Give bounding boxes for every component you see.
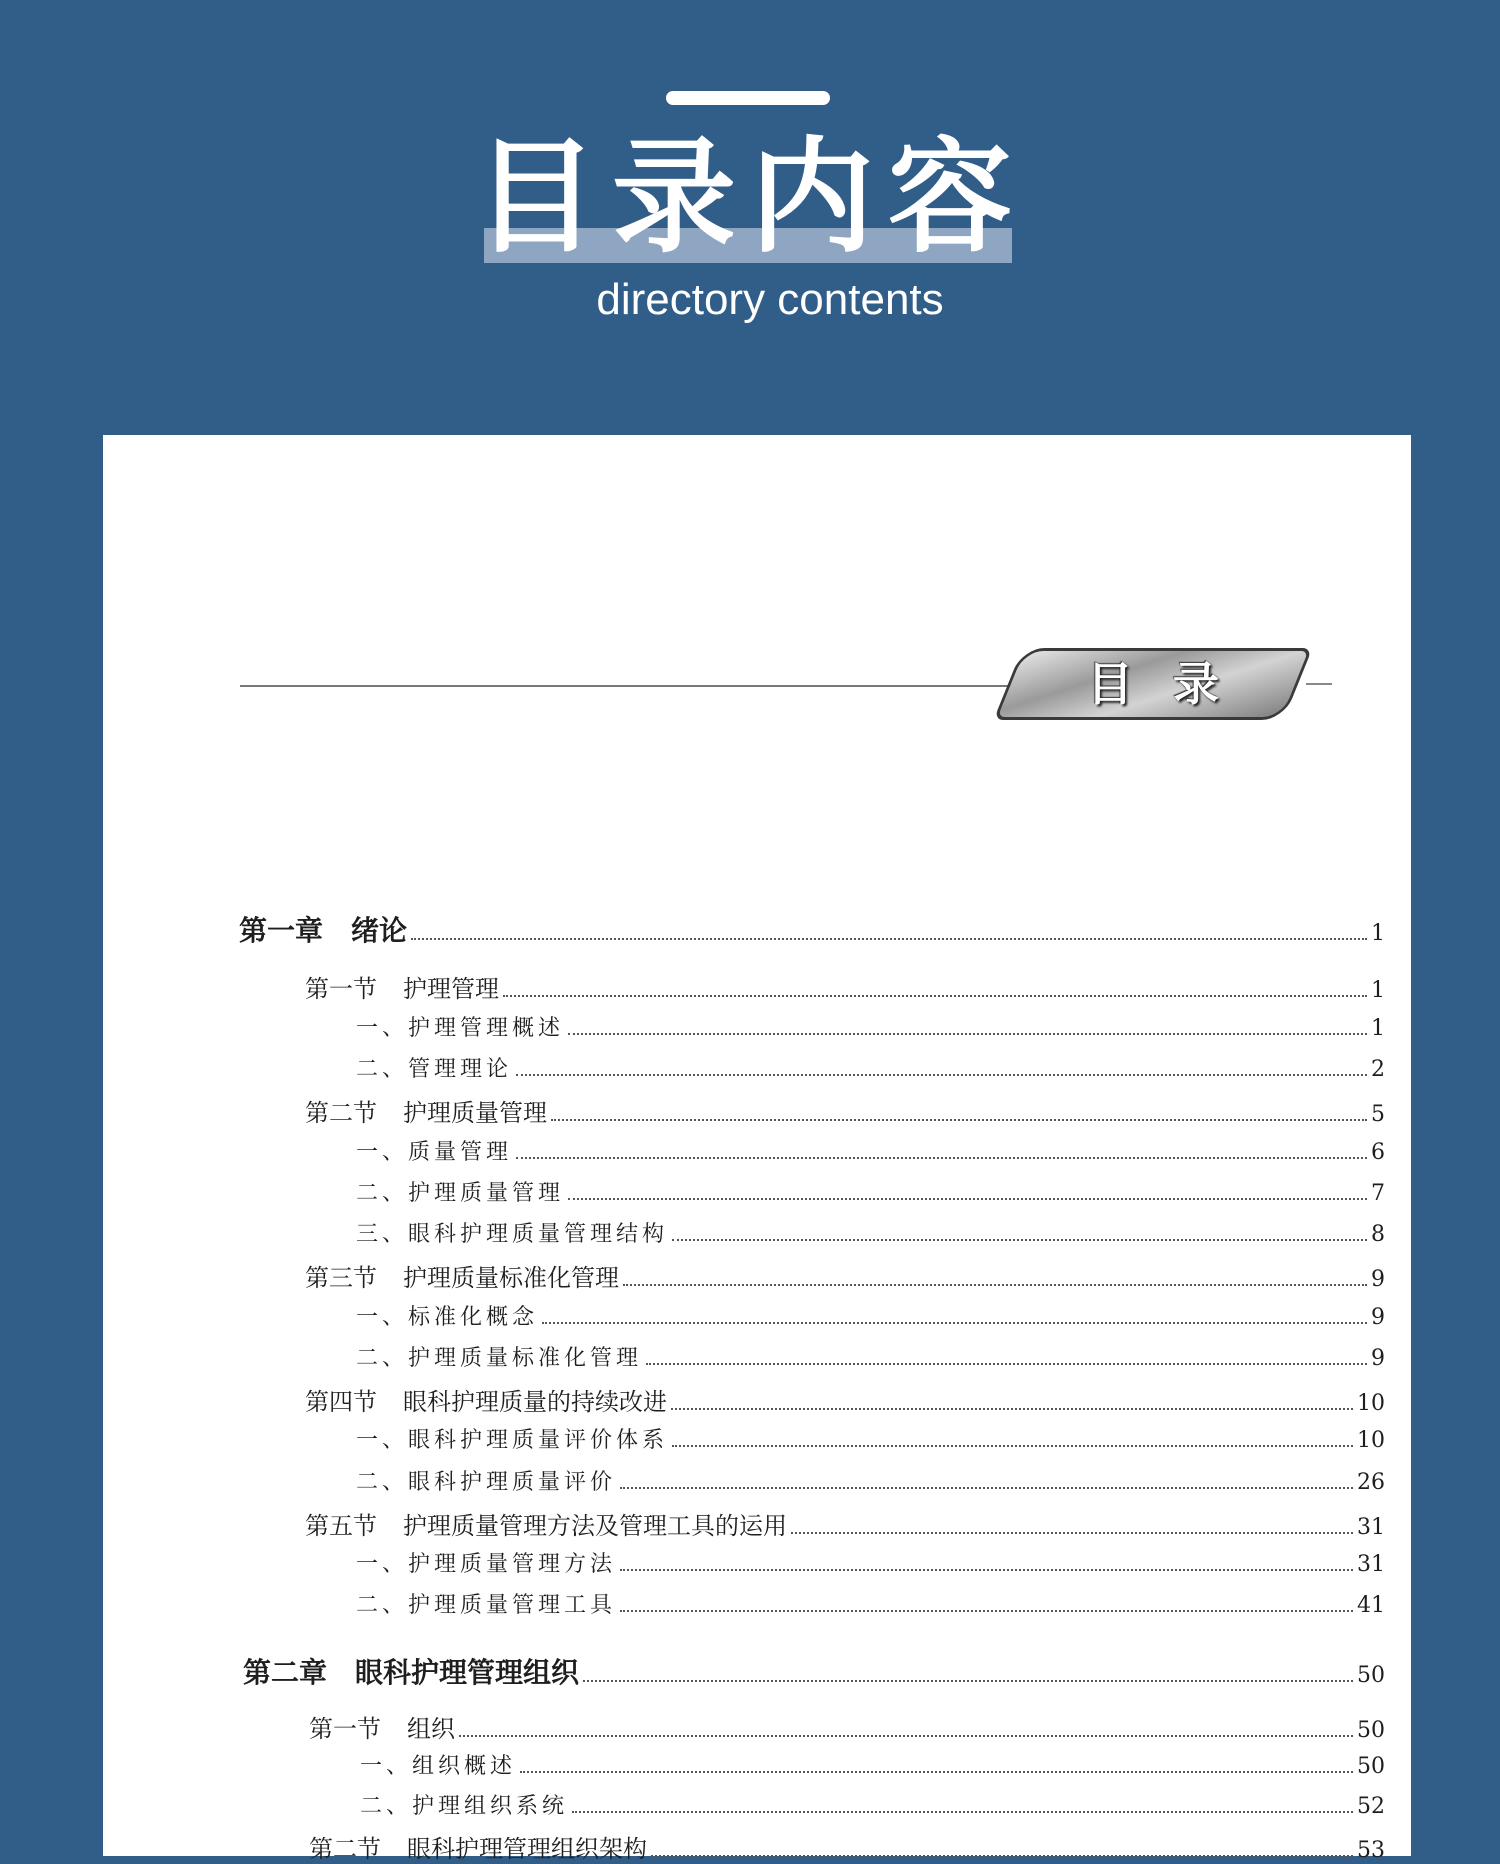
toc-title: 二、护理质量管理 (356, 1181, 565, 1206)
toc-number: 第一章 (239, 914, 324, 947)
toc-title: 一、组织概述 (360, 1754, 517, 1779)
toc-title: 二、护理质量标准化管理 (356, 1346, 643, 1371)
toc-item (360, 1789, 1385, 1820)
toc-title: 一、质量管理 (356, 1140, 513, 1165)
toc-page-number: 10 (1357, 1428, 1385, 1453)
toc-title: 一、眼科护理质量评价体系 (356, 1428, 669, 1453)
toc-title: 护理质量标准化管理 (403, 1264, 619, 1292)
toc-item (356, 1176, 1385, 1207)
toc-item (356, 1588, 1385, 1619)
toc-title: 护理质量管理 (403, 1099, 547, 1127)
page-subtitle: directory contents (596, 275, 944, 324)
toc-item (356, 1011, 1385, 1042)
toc-page-number: 6 (1371, 1140, 1385, 1165)
toc-number: 第二章 (243, 1656, 328, 1689)
toc-chapter (239, 909, 1385, 949)
toc-number: 第一节 (305, 975, 377, 1003)
toc-leader-dots (623, 1283, 1367, 1286)
toc-leader-dots (583, 1679, 1353, 1682)
toc-number: 第五节 (305, 1512, 377, 1540)
toc-page-number: 50 (1357, 1718, 1385, 1743)
toc-page-number: 1 (1371, 921, 1385, 946)
toc-page-number: 8 (1371, 1222, 1385, 1247)
toc-leader-dots (671, 1407, 1353, 1410)
toc-badge (1008, 648, 1298, 720)
toc-page-number: 5 (1371, 1102, 1385, 1127)
toc-page-number: 52 (1357, 1794, 1385, 1819)
toc-section (305, 969, 1385, 1004)
toc-item (356, 1135, 1385, 1166)
toc-leader-dots (459, 1734, 1353, 1737)
toc-leader-dots (568, 1032, 1367, 1035)
toc-leader-dots (516, 1156, 1367, 1159)
toc-section (305, 1258, 1385, 1293)
toc-item (356, 1052, 1385, 1083)
toc-page-number: 31 (1357, 1552, 1385, 1577)
toc-title: 三、眼科护理质量管理结构 (356, 1222, 669, 1247)
toc-leader-dots (568, 1197, 1367, 1200)
toc-item (356, 1341, 1385, 1372)
toc-title: 一、护理质量管理方法 (356, 1552, 617, 1577)
toc-page-number: 1 (1371, 978, 1385, 1003)
toc-leader-dots (520, 1770, 1353, 1773)
toc-title: 二、护理质量管理工具 (356, 1593, 617, 1618)
toc-title: 护理管理 (403, 975, 499, 1003)
toc-number: 第四节 (305, 1388, 377, 1416)
toc-leader-dots (791, 1531, 1353, 1534)
toc-chapter (243, 1651, 1385, 1691)
toc-leader-dots (620, 1568, 1353, 1571)
header (0, 126, 1500, 324)
toc-leader-dots (516, 1073, 1367, 1076)
toc-title: 二、护理组织系统 (360, 1794, 569, 1819)
toc-page-number: 41 (1357, 1593, 1385, 1618)
toc-leader-dots (542, 1321, 1367, 1324)
toc-section (309, 1709, 1385, 1744)
toc-page-number: 26 (1357, 1470, 1385, 1495)
toc-section (305, 1093, 1385, 1128)
toc-title: 二、管理理论 (356, 1057, 513, 1082)
document-page (103, 435, 1411, 1863)
toc-leader-dots (646, 1362, 1367, 1365)
toc-page-number: 9 (1371, 1346, 1385, 1371)
toc-item (356, 1300, 1385, 1331)
toc-page-number: 7 (1371, 1181, 1385, 1206)
toc-section (305, 1506, 1385, 1541)
toc-leader-dots (620, 1609, 1353, 1612)
toc-page-number: 2 (1371, 1057, 1385, 1082)
toc-item (360, 1749, 1385, 1780)
toc-item (356, 1465, 1385, 1496)
toc-page-number: 53 (1357, 1838, 1385, 1863)
toc-title: 眼科护理管理组织架构 (407, 1835, 647, 1863)
toc-item (356, 1547, 1385, 1578)
toc-section (305, 1382, 1385, 1417)
toc-title: 二、眼科护理质量评价 (356, 1470, 617, 1495)
toc-leader-dots (411, 937, 1367, 940)
toc-item (356, 1423, 1385, 1454)
toc-number: 第二节 (305, 1099, 377, 1127)
header-rule-tail (1306, 683, 1332, 685)
toc-item (356, 1217, 1385, 1248)
toc-section (309, 1829, 1385, 1864)
toc-leader-dots (551, 1118, 1367, 1121)
toc-title: 眼科护理质量的持续改进 (403, 1388, 667, 1416)
badge-label: 目录 (1087, 657, 1259, 711)
toc-page-number: 50 (1357, 1754, 1385, 1779)
toc-title: 眼科护理管理组织 (355, 1656, 580, 1689)
toc-page-number: 50 (1357, 1663, 1385, 1688)
toc-number: 第三节 (305, 1264, 377, 1292)
toc-page-number: 1 (1371, 1016, 1385, 1041)
toc-page-number: 10 (1357, 1391, 1385, 1416)
toc-page-number: 31 (1357, 1515, 1385, 1540)
toc-page-number: 9 (1371, 1305, 1385, 1330)
toc-number: 第二节 (309, 1835, 381, 1863)
toc-leader-dots (672, 1444, 1353, 1447)
header-rule (240, 685, 1120, 687)
toc-number: 第一节 (309, 1715, 381, 1743)
toc-leader-dots (620, 1486, 1353, 1489)
toc-title: 绪论 (351, 914, 408, 947)
page-title: 目录内容 (473, 126, 1026, 270)
decorative-top-bar (666, 91, 830, 105)
toc-leader-dots (503, 994, 1367, 997)
toc-title: 组织 (407, 1715, 455, 1743)
toc-leader-dots (572, 1810, 1353, 1813)
toc-title: 一、标准化概念 (356, 1305, 539, 1330)
toc-leader-dots (672, 1238, 1367, 1241)
toc-page-number: 9 (1371, 1267, 1385, 1292)
toc-title: 护理质量管理方法及管理工具的运用 (403, 1512, 787, 1540)
toc-title: 一、护理管理概述 (356, 1016, 565, 1041)
